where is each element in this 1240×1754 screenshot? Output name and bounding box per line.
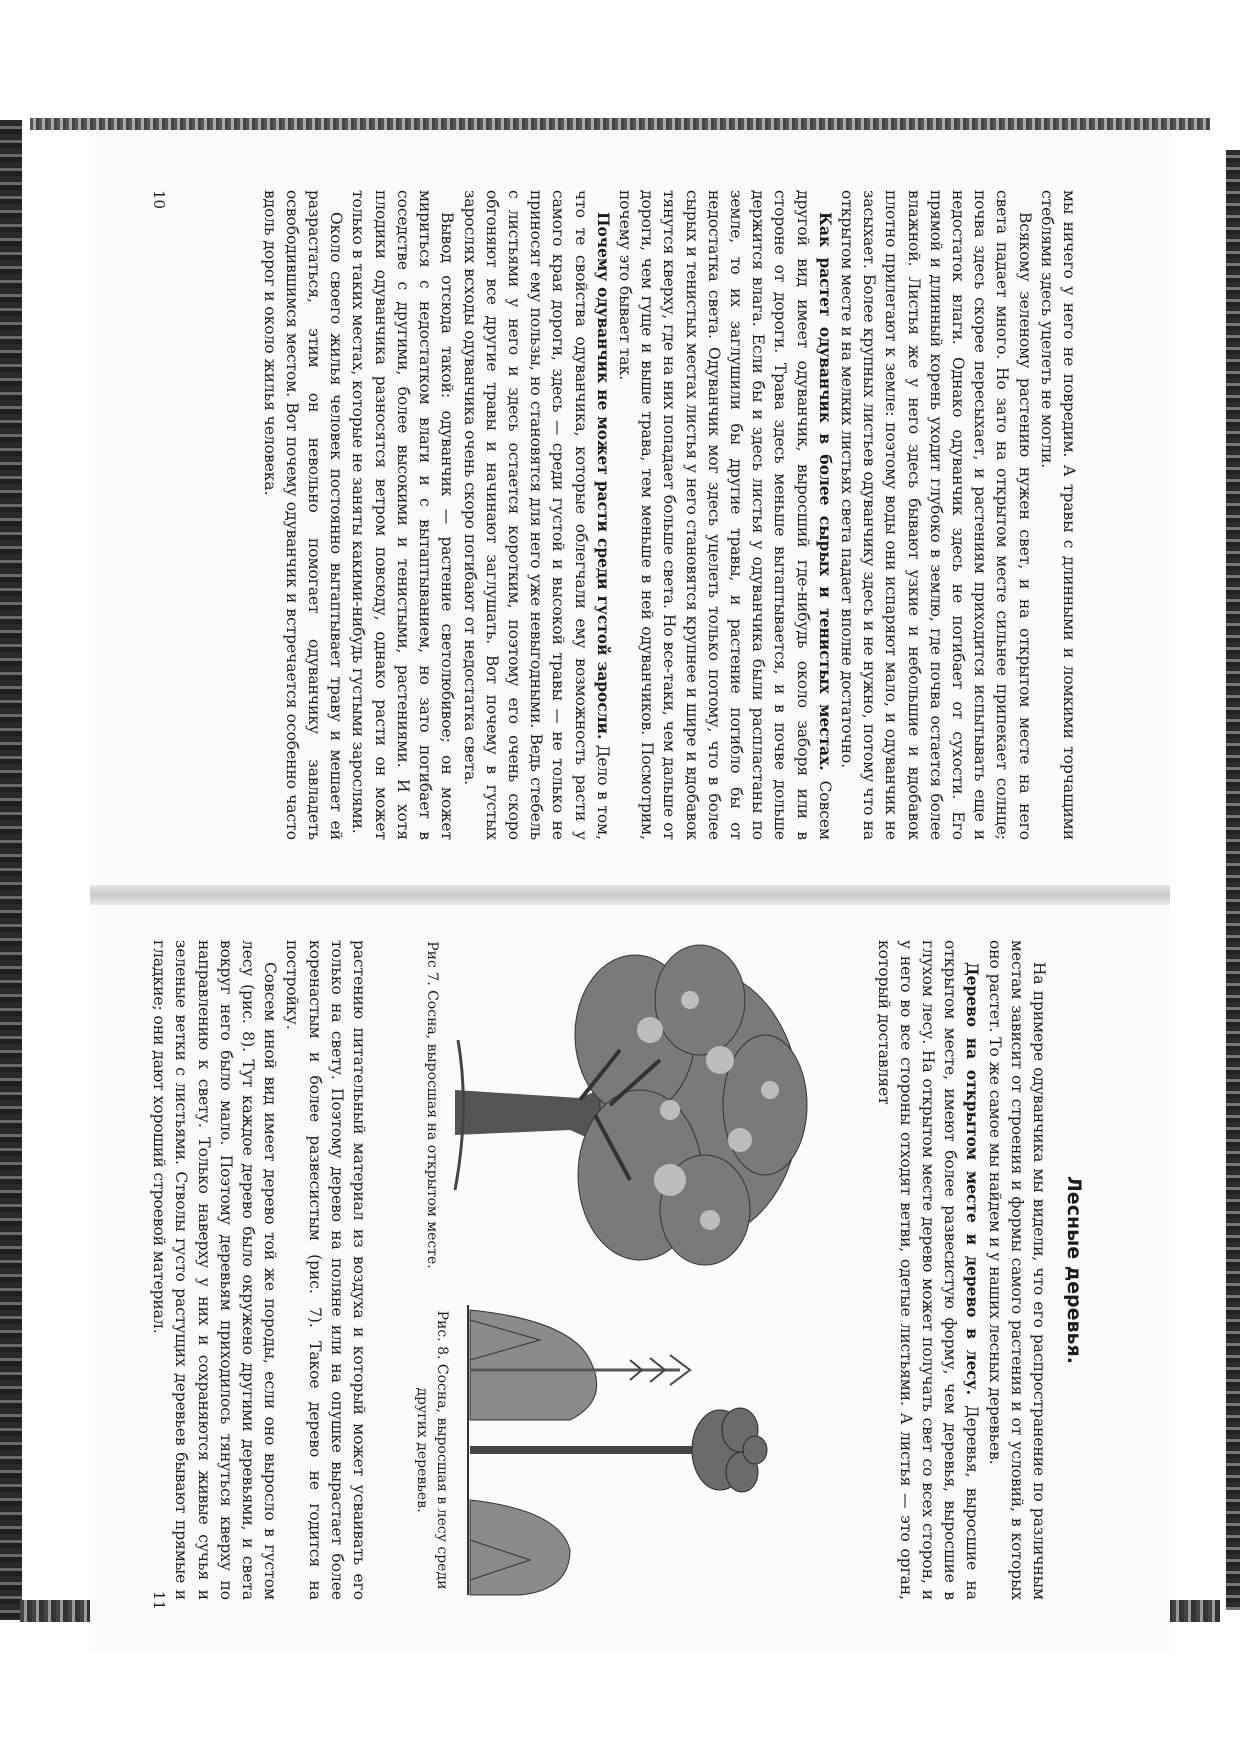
left-page-text: [258, 190, 1080, 840]
scan-edge-top: [30, 118, 1210, 130]
left-page: [90, 130, 1170, 890]
paragraph-text: Деревья, выросшие на открытом месте, имеют более развесистую форму, чем деревья, выросшие в глухом лесу. На открытом месте дерево может получать свет со всех сторон, и у него во все стороны отходят ветви, одетые листьями. А листья — это орган, который доставляет: [874, 940, 982, 1600]
paragraph-text: Дело в том, что те свойства одуванчика, которые облегчали ему возможность расти у самого края дороги, здесь — среди густой и высокой травы — не только не приносят ему пользы, но становятся для него уже невыгодными. Ведь стебель с листьями у него и здесь остается коротким, поэтому его очень скоро обгоняют все другие травы и начинают заглушать. Вот почему в густых зарослях всходы одуванчика очень скоро погибают от недостатка света.: [460, 190, 612, 841]
paragraph-text: Всякому зеленому растению нужен свет, и на открытом месте на него света падает много. Но зато на открытом месте сильнее припекает солнце; почва здесь скорее пересыхает, и растениям приходится испытывать еще и недостаток влаги. Однако одуванчик здесь не погибает от сухости. Его прямой и длинный корень уходит глубоко в землю, где почва остается более влажной. Листья же у него здесь бывают узкие и небольшие и вдобавок плотно прилегают к земле: поэтому воды они испаряют мало, и одуванчик не засыхает. Более крупных листьев одуванчику здесь и не нужно, потому что на открытом месте и на мелких листьях света падает вполне достаточно.: [837, 190, 1034, 840]
paragraph-text: мы ничего у него не повредим. А травы с длинными и ломкими торчащими стеблями здесь уцелеть не могли.: [1037, 190, 1078, 840]
right-page-text-bottom: [148, 940, 370, 1600]
figure-8-caption: Рис. 8. Сосна, выросшая в лесу среди других деревьев.: [414, 1310, 450, 1590]
book-spread: [90, 130, 1170, 1650]
paragraph-text: Совсем другой вид имеет одуванчик, выросший где-нибудь около заборя или в стороне от дороги. Трава здесь меньше вытаптывается, и в почве дольше держится влага. Если бы и здесь листья у одуванчика были распластаны по земле, то их заглушили бы другие травы, и растение погибло бы от недостатка света. Одуванчик мог здесь уцелеть только потому, что в более сырых и тенистых местах листья у него становятся крупнее и шире и вдобавок тянутся кверху, где на них попадает больше света. Но все-таки, чем дальше от дороги, чем гуще и выше трава, тем меньше в ней одуванчиков. Посмотрим, почему это бывает так.: [615, 190, 834, 840]
section-title: Лесные деревья.: [1063, 1176, 1085, 1364]
paragraph: [148, 940, 281, 1600]
scan-edge-right: [1226, 150, 1240, 1610]
paragraph-heading: Дерево на открытом месте и дерево в лесу.: [963, 962, 982, 1395]
figure-7-caption: Рис 7. Сосна, выросшая на открытом месте.: [424, 941, 440, 1269]
paragraph: [614, 190, 836, 840]
paragraph-text: растению питательный материал из воздуха и который может усваивать его только на свету. Поэтому дерево на поляне или на опушке вырастает более коренастым и более развесистым (рис. 7). Такое дерево не годится на постройку.: [283, 940, 368, 1600]
paragraph: [836, 190, 1036, 840]
paragraph: [983, 940, 1050, 1600]
paragraph: [347, 190, 458, 840]
paragraph-heading: Как растет одуванчик в более сырых и тенистых местах.: [815, 212, 834, 771]
scan-edge-left: [0, 120, 22, 1620]
page-number-left: 10: [150, 190, 168, 210]
paragraph-heading: Почему одуванчик не может расти среди густой заросли.: [593, 212, 612, 740]
page-number-right: 11: [150, 1590, 168, 1610]
figure-8: [390, 1300, 770, 1600]
figure-7: [390, 940, 810, 1270]
right-page-text-top: [872, 940, 1050, 1600]
paragraph: [872, 940, 983, 1600]
paragraph: [258, 190, 347, 840]
paragraph-text: Около своего жилья человек постоянно вытаптывает траву и мешает ей разрастаться, этим он невольно помогает одуванчику завладеть освободившимся местом. Вот почему одуванчик и встречается особенно часто вдоль дорог и около жилья человека.: [260, 190, 346, 840]
paragraph-text: Вывод отсюда такой: одуванчик — растение светолюбивое; он может мириться с недостатком влаги и с вытаптыванием, но зато погибает в соседстве с другими, более высокими и тенистыми, растениями. И хотя плодики одуванчика разносятся ветром повсюду, однако расти он может только в таких местах, которые не заняты какими-нибудь густыми зарослями.: [349, 190, 457, 840]
paragraph: [458, 190, 613, 840]
pine-open-illustration: [450, 940, 810, 1270]
paragraph: [281, 940, 370, 1600]
right-page: [90, 900, 1170, 1650]
paragraph-text: Совсем иной вид имеет дерево той же породы, если оно выросло в густом лесу (рис. 8). Тут каждое дерево было окружено другими деревьями, и света вокруг него было мало. Поэтому деревьям приходилось тянуться кверху по направлению к свету. Только наверху у них и сохраняются живые сучья и зеленые ветки с листьями. Стволы густо растущих деревьев бывают прямые и гладкие; они дают хороший строевой материал.: [150, 940, 280, 1600]
paragraph-text: На примере одуванчика мы видели, что его распространение по различным местам зависит от строения и формы самого растения и от условий, в которых оно растет. То же самое мы найдем и у наших лесных деревьев.: [985, 940, 1048, 1600]
paragraph: [1036, 190, 1080, 840]
pine-forest-illustration: [460, 1300, 770, 1600]
